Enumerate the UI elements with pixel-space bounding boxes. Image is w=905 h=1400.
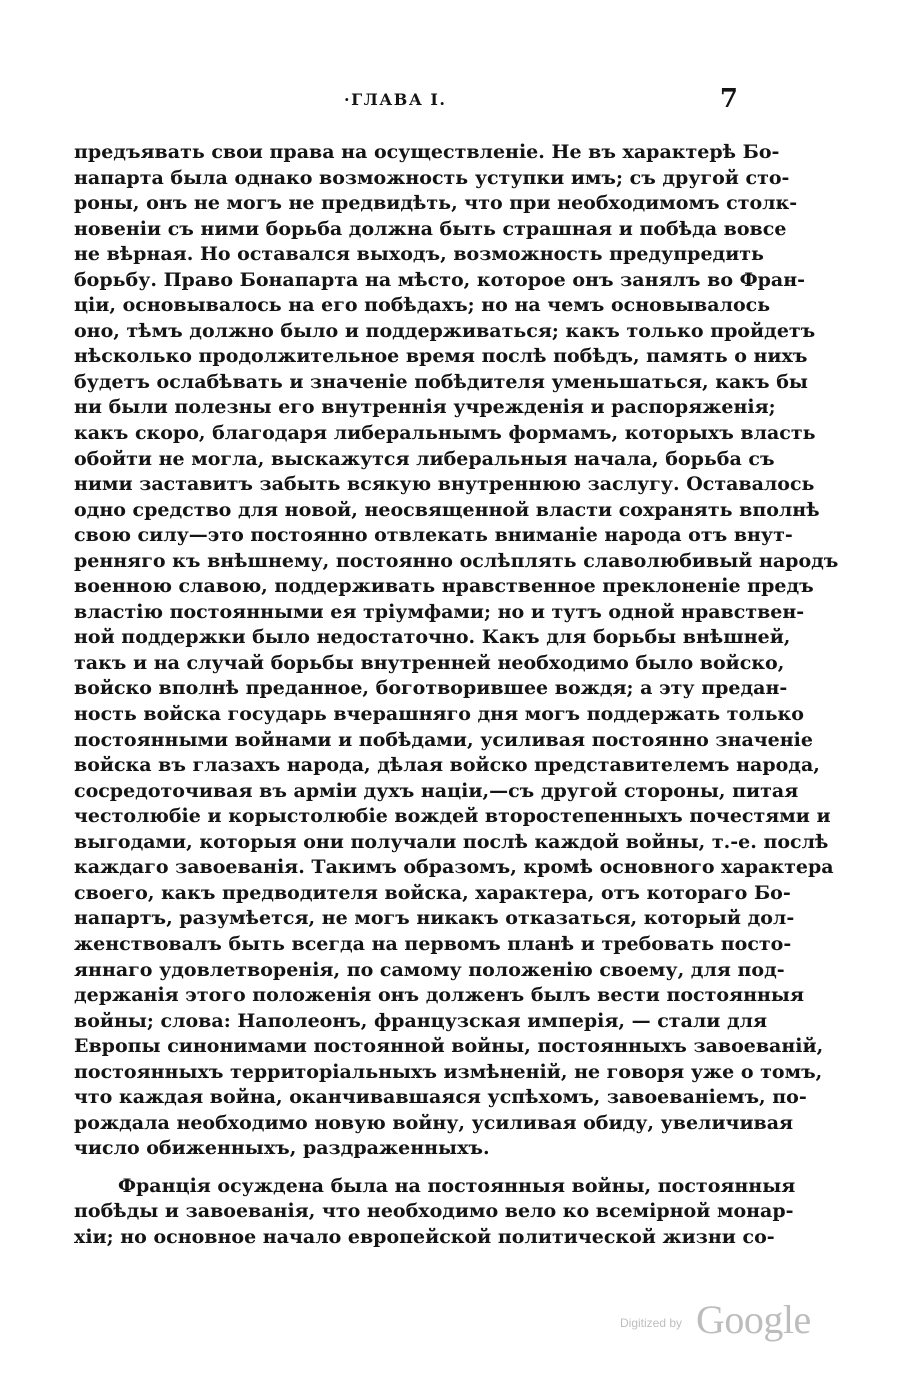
text-line: рождала необходимо новую войну, усиливая обиду, увеличивая	[74, 1111, 794, 1134]
text-line: властію постоянными ея тріумфами; но и тутъ одной нравствен-	[74, 600, 805, 623]
page-number: 7	[719, 84, 738, 114]
text-line: сосредоточивая въ арміи духъ націи,—съ другой стороны, питая	[74, 779, 799, 802]
text-line: борьбу. Право Бонапарта на мѣсто, которое онъ занялъ во Фран-	[74, 268, 806, 291]
text-line: войско вполнѣ преданное, боготворившее вождя; а эту предан-	[74, 677, 788, 700]
text-line: ними заставитъ забыть всякую внутреннюю заслугу. Оставалось	[74, 473, 815, 496]
text-line: ціи, основывалось на его побѣдахъ; но на чемъ основывалось	[74, 294, 771, 317]
text-line: каждаго завоеванія. Такимъ образомъ, кромѣ основного характера	[74, 856, 834, 879]
text-line: ни были полезны его внутреннія учрежденія и распоряженія;	[74, 396, 776, 419]
text-line: одно средство для новой, неосвященной власти сохранять вполнѣ	[74, 498, 820, 521]
text-line: держанія этого положенія онъ долженъ былъ вести постоянныя	[74, 984, 804, 1007]
text-line: оно, тѣмъ должно было и поддерживаться; какъ только пройдетъ	[74, 319, 816, 342]
text-line: напарта была однако возможность уступки имъ; съ другой сто-	[74, 166, 790, 189]
text-line: какъ скоро, благодаря либеральнымъ формамъ, которыхъ власть	[74, 422, 816, 445]
text-line: побѣды и завоеванія, что необходимо вело ко всемірной монар-	[74, 1200, 794, 1223]
paragraph	[74, 1174, 796, 1251]
text-line: число обиженныхъ, раздраженныхъ.	[74, 1137, 490, 1160]
text-line: Франція осуждена была на постоянныя войны, постоянныя	[118, 1174, 796, 1197]
text-line: обойти не могла, выскажутся либеральныя начала, борьба съ	[74, 447, 775, 470]
text-line: постоянныхъ территоріальныхъ измѣненій, не говоря уже о томъ,	[74, 1060, 823, 1083]
body-text	[74, 140, 839, 1251]
text-line: ной поддержки было недостаточно. Какъ для борьбы внѣшней,	[74, 626, 791, 649]
text-line: постоянными войнами и побѣдами, усиливая постоянно значеніе	[74, 728, 813, 751]
text-line: предъявать свои права на осуществленіе. Не въ характерѣ Бо-	[74, 141, 780, 163]
text-line: что каждая война, оканчивавшаяся успѣхомъ, завоеваніемъ, по-	[74, 1086, 807, 1109]
text-line: ность войска государь вчерашняго дня могъ поддержать только	[74, 703, 804, 726]
text-line: своего, какъ предводителя войска, характера, отъ котораго Бо-	[74, 881, 791, 904]
text-line: будетъ ослабѣвать и значеніе побѣдителя уменьшаться, какъ бы	[74, 370, 808, 393]
google-logo: Google	[696, 1297, 811, 1342]
paragraph	[74, 140, 839, 1162]
text-line: ренняго къ внѣшнему, постоянно ослѣплять славолюбивый народъ	[74, 549, 839, 572]
text-line: яннаго удовлетворенія, по самому положенію своему, для под-	[74, 958, 785, 981]
text-line: новеніи съ ними борьба должна быть страшная и побѣда вовсе	[74, 217, 787, 240]
text-line: хіи; но основное начало европейской политической жизни со-	[74, 1225, 775, 1248]
text-line: честолюбіе и корыстолюбіе вождей второстепенныхъ почестями и	[74, 805, 831, 828]
text-line: роны, онъ не могъ не предвидѣть, что при необходимомъ столк-	[74, 192, 798, 215]
page-header	[74, 84, 740, 120]
digitized-by-text: Digitized by	[620, 1316, 683, 1330]
text-line: выгодами, которыя они получали послѣ каждой войны, т.-е. послѣ	[74, 830, 829, 853]
text-line: такъ и на случай борьбы внутренней необходимо было войско,	[74, 651, 785, 674]
text-line: военною славою, поддерживать нравственное преклоненіе предъ	[74, 575, 814, 598]
text-line: женствовалъ быть всегда на первомъ планѣ и требовать посто-	[74, 932, 792, 955]
text-line: Европы синонимами постоянной войны, постоянныхъ завоеваній,	[74, 1035, 824, 1058]
text-line: нѣсколько продолжительное время послѣ побѣдъ, память о нихъ	[74, 345, 808, 368]
text-line: свою силу—это постоянно отвлекать вниманіе народа отъ внут-	[74, 524, 793, 547]
text-line: войска въ глазахъ народа, дѣлая войско представителемъ народа,	[74, 754, 820, 777]
text-line: войны; слова: Наполеонъ, французская имперія, — стали для	[74, 1009, 768, 1032]
text-line: напартъ, разумѣется, не могъ никакъ отказаться, который дол-	[74, 907, 795, 930]
running-head: ·ГЛАВА I.	[344, 90, 447, 109]
paragraph-gap	[74, 1162, 740, 1174]
google-watermark	[612, 1297, 812, 1342]
text-line: не вѣрная. Но оставался выходъ, возможность предупредить	[74, 243, 764, 266]
